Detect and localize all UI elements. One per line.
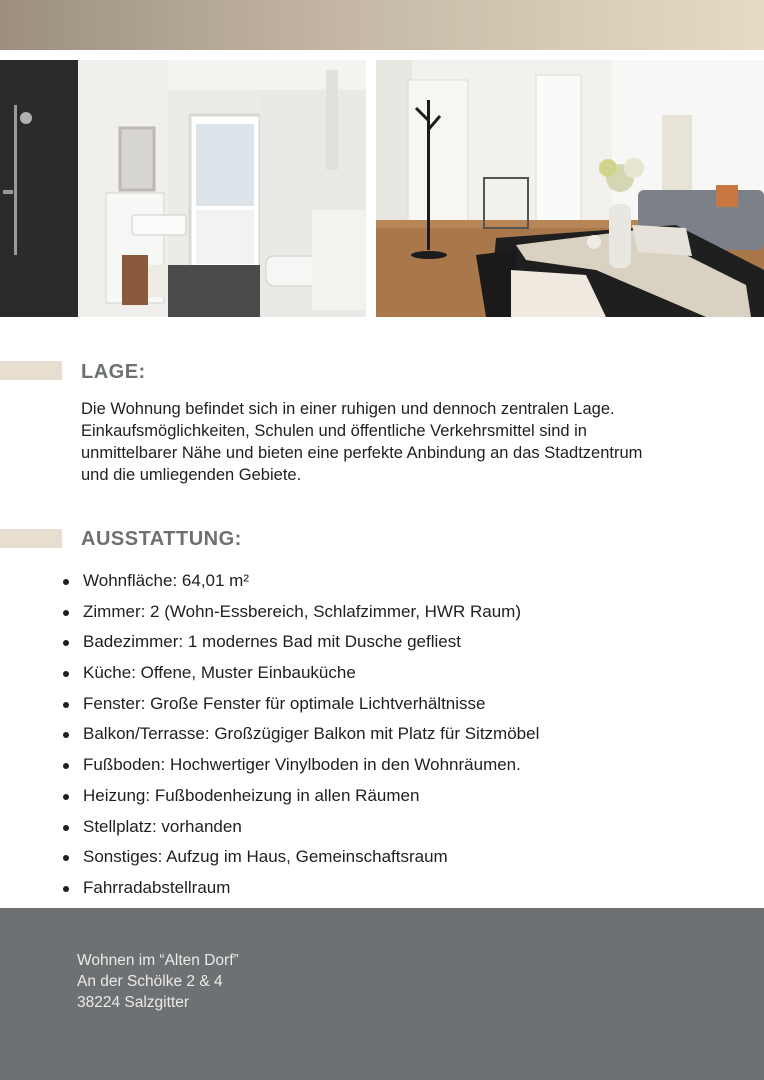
- bathroom-illustration: [0, 60, 366, 317]
- footer: [0, 908, 764, 1080]
- header-band: [0, 0, 764, 50]
- feature-item: Fußboden: Hochwertiger Vinylboden in den Wohnräumen.: [62, 750, 539, 781]
- living-room-photo: [376, 60, 764, 317]
- feature-item: Fahrradabstellraum: [62, 873, 539, 904]
- lage-heading: LAGE:: [81, 361, 146, 383]
- feature-list: [62, 566, 539, 904]
- feature-item: Fenster: Große Fenster für optimale Lichtverhältnisse: [62, 689, 539, 720]
- living-room-illustration: [376, 60, 764, 317]
- project-name: Wohnen im “Alten Dorf”: [77, 952, 239, 969]
- feature-item: Küche: Offene, Muster Einbauküche: [62, 658, 539, 689]
- feature-item: Zimmer: 2 (Wohn-Essbereich, Schlafzimmer, HWR Raum): [62, 597, 539, 628]
- ausstattung-heading: AUSSTATTUNG:: [81, 528, 242, 550]
- lage-accent-bar: [0, 361, 62, 380]
- feature-item: Sonstiges: Aufzug im Haus, Gemeinschaftsraum: [62, 842, 539, 873]
- street-address: An der Schölke 2 & 4: [77, 973, 223, 990]
- ausstattung-accent-bar: [0, 529, 62, 548]
- feature-item: Wohnfläche: 64,01 m²: [62, 566, 539, 597]
- address-block: [77, 950, 239, 1013]
- lage-description: Die Wohnung befindet sich in einer ruhigen und dennoch zentralen Lage. Einkaufsmöglichkeiten, Schulen und öffentliche Verkehrsmittel sind in unmittelbarer Nähe und bieten eine perfekte Anbindung an das Stadtzentrum und die umliegenden Gebiete.: [81, 400, 643, 484]
- feature-item: Stellplatz: vorhanden: [62, 812, 539, 843]
- feature-item: Balkon/Terrasse: Großzügiger Balkon mit Platz für Sitzmöbel: [62, 719, 539, 750]
- feature-item: Badezimmer: 1 modernes Bad mit Dusche gefliest: [62, 627, 539, 658]
- postal-city: 38224 Salzgitter: [77, 994, 190, 1011]
- bathroom-photo: [0, 60, 366, 317]
- feature-item: Heizung: Fußbodenheizung in allen Räumen: [62, 781, 539, 812]
